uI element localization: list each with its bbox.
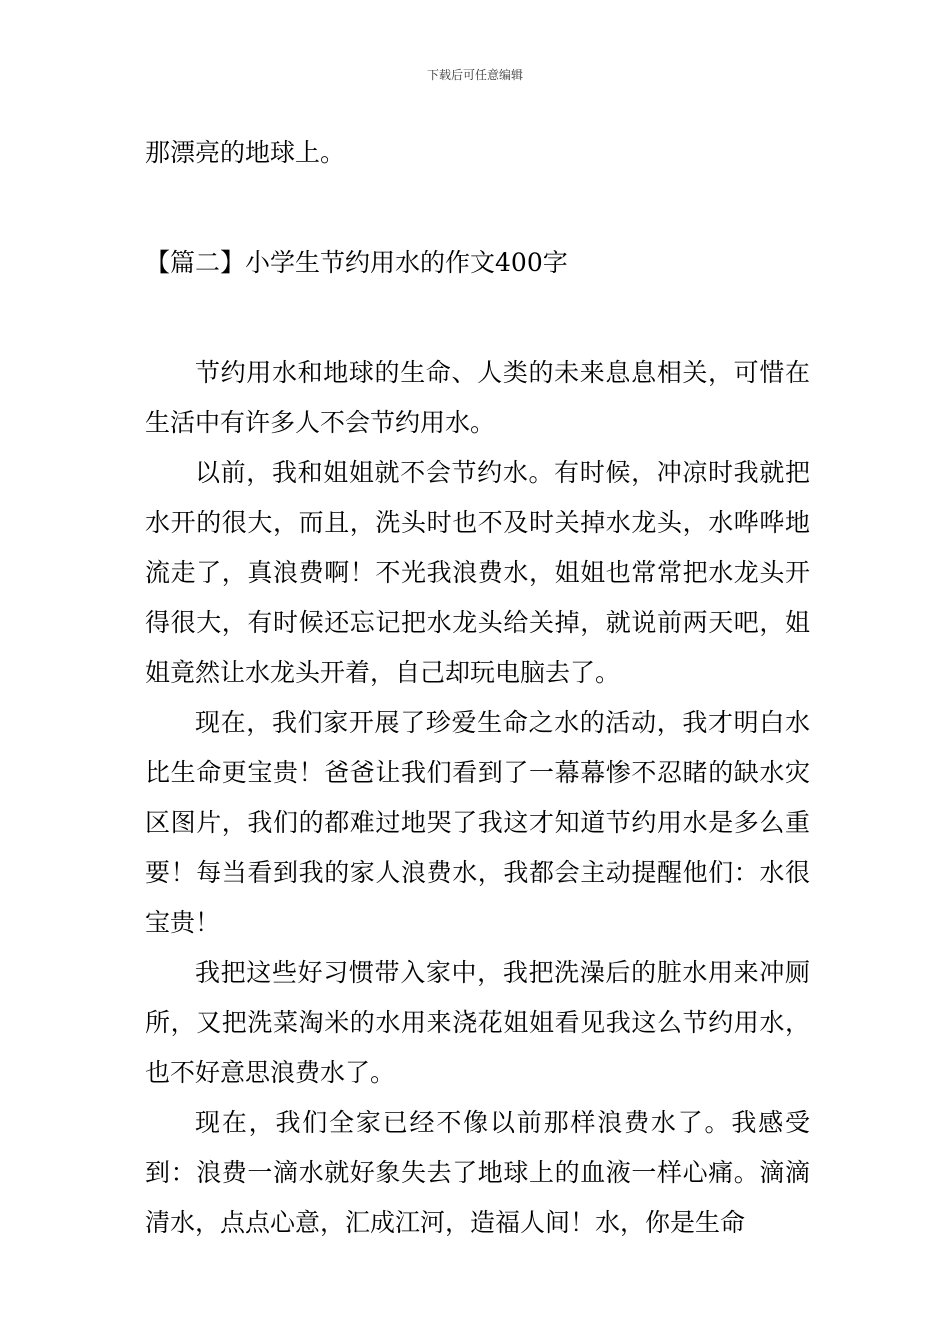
paragraph: 我把这些好习惯带入家中，我把洗澡后的脏水用来冲厕所，又把洗菜淘米的水用来浇花姐姐看见我这么节约用水，也不好意思浪费水了。 [145, 958, 810, 1087]
paragraph: 现在，我们家开展了珍爱生命之水的活动，我才明白水比生命更宝贵！爸爸让我们看到了一幕幕惨不忍睹的缺水灾区图片，我们的都难过地哭了我这才知道节约用水是多么重要！每当看到我的家人浪费水，我都会主动提醒他们：水很宝贵！ [145, 708, 810, 937]
document-body [145, 128, 810, 1248]
paragraph: 以前，我和姐姐就不会节约水。有时候，冲凉时我就把水开的很大，而且，洗头时也不及时关掉水龙头，水哗哗地流走了，真浪费啊！不光我浪费水，姐姐也常常把水龙头开得很大，有时候还忘记把水龙头给关掉，就说前两天吧，姐姐竟然让水龙头开着，自己却玩电脑去了。 [145, 458, 810, 687]
section-title: 【篇二】小学生节约用水的作文400字 [145, 248, 568, 277]
paragraph: 节约用水和地球的生命、人类的未来息息相关，可惜在生活中有许多人不会节约用水。 [145, 358, 810, 437]
lead-line: 那漂亮的地球上。 [145, 138, 346, 167]
paragraph: 现在，我们全家已经不像以前那样浪费水了。我感受到：浪费一滴水就好象失去了地球上的血液一样心痛。滴滴清水，点点心意，汇成江河，造福人间！水，你是生命 [145, 1108, 810, 1237]
page-header-note: 下载后可任意编辑 [426, 68, 523, 82]
